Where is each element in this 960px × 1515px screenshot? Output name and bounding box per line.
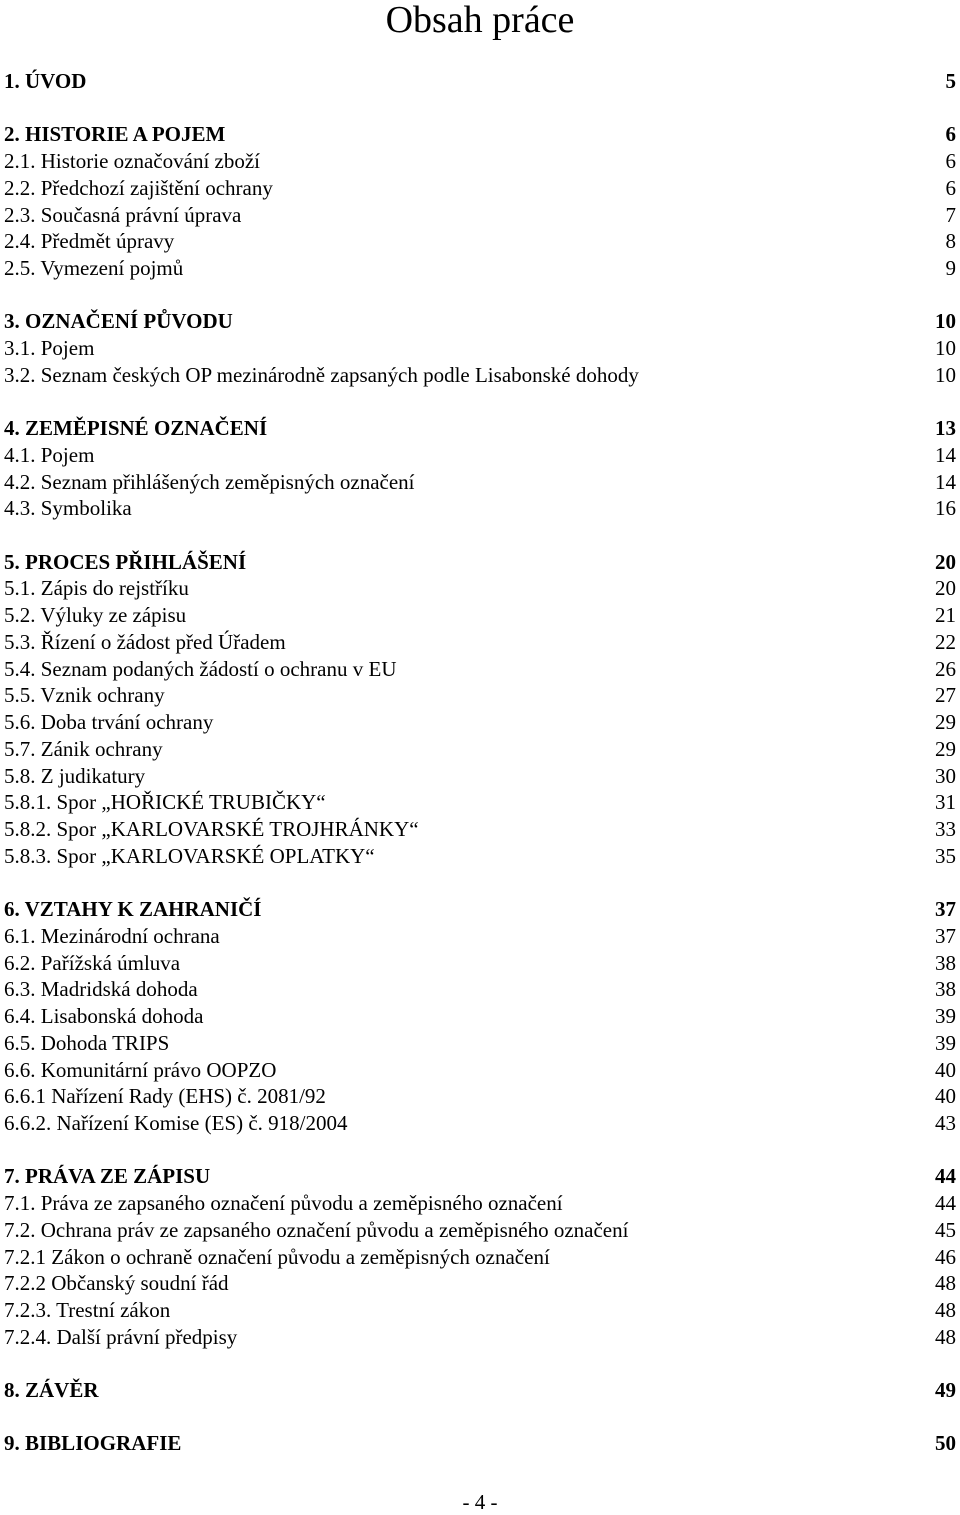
- toc-chapter: [4, 1163, 956, 1190]
- toc-entry-title: 5.8. Z judikatury: [4, 763, 146, 788]
- toc-entry: [4, 923, 956, 950]
- toc-entry-title: 5.7. Zánik ochrany: [4, 736, 163, 761]
- toc-page-number: 38: [935, 950, 956, 975]
- toc-entry-title: 4.3. Symbolika: [4, 496, 132, 521]
- toc-page-number: 44: [935, 1164, 956, 1189]
- toc-chapter: [4, 1377, 956, 1404]
- toc-page-number: 22: [935, 629, 956, 654]
- toc-entry-title: 4.1. Pojem: [4, 442, 95, 467]
- toc-entry-title: 5.4. Seznam podaných žádostí o ochranu v EU: [4, 656, 397, 681]
- toc-entry-title: 7.1. Práva ze zapsaného označení původu a zeměpisného označení: [4, 1191, 563, 1215]
- toc-entry-title: 6.4. Lisabonská dohoda: [4, 1004, 204, 1028]
- toc-entry-title: 5.2. Výluky ze zápisu: [4, 603, 187, 627]
- toc-entry: [4, 709, 956, 736]
- toc-entry-title: 2.2. Předchozí zajištění ochrany: [4, 175, 273, 200]
- toc-entry-title: 5.8.1. Spor „HOŘICKÉ TRUBIČKY“: [4, 790, 326, 815]
- toc-group: [4, 121, 956, 282]
- toc-entry: [4, 1297, 956, 1324]
- toc-page-number: 39: [935, 1030, 956, 1055]
- toc-chapter: [4, 121, 956, 148]
- toc-entry-title: 6.3. Madridská dohoda: [4, 977, 198, 1002]
- toc-group: [4, 415, 956, 522]
- toc-page-number: 10: [935, 309, 956, 334]
- toc-page-number: 20: [935, 549, 956, 574]
- toc-page-number: 37: [935, 923, 956, 948]
- toc-chapter: [4, 549, 956, 576]
- toc-page-number: 40: [935, 1084, 956, 1109]
- toc-entry-title: 3.1. Pojem: [4, 336, 95, 360]
- toc-entry-title: 6.2. Pařížská úmluva: [4, 950, 181, 975]
- toc-group: [4, 1377, 956, 1404]
- toc-entry-title: 5.8.2. Spor „KARLOVARSKÉ TROJHRÁNKY“: [4, 817, 419, 841]
- toc-page-number: 6: [945, 122, 956, 147]
- toc-entry: [4, 1057, 956, 1084]
- toc-page-number: 14: [935, 442, 956, 467]
- toc-page-number: 21: [935, 603, 956, 627]
- toc-entry: [4, 469, 956, 496]
- toc-entry-title: 2.5. Vymezení pojmů: [4, 256, 184, 280]
- toc-chapter-title: 8. ZÁVĚR: [4, 1378, 99, 1402]
- toc-entry-title: 5.6. Doba trvání ochrany: [4, 710, 214, 734]
- toc-page-number: 16: [935, 496, 956, 521]
- toc-page-number: 45: [935, 1217, 956, 1242]
- toc-page-number: 10: [935, 336, 956, 360]
- toc-entry: [4, 1030, 956, 1057]
- toc-entry-title: 6.5. Dohoda TRIPS: [4, 1030, 170, 1055]
- toc-page-number: 10: [935, 362, 956, 387]
- toc-page-number: 37: [935, 897, 956, 921]
- toc-page-number: 14: [935, 469, 956, 494]
- toc-page-number: 5: [945, 69, 956, 93]
- toc-entry: [4, 202, 956, 229]
- toc-page-number: 33: [935, 817, 956, 841]
- toc-group: [4, 549, 956, 870]
- toc-entry-title: 7.2.2 Občanský soudní řád: [4, 1271, 229, 1296]
- toc-entry-title: 5.3. Řízení o žádost před Úřadem: [4, 629, 286, 654]
- toc-entry: [4, 442, 956, 469]
- toc-chapter-title: 6. VZTAHY K ZAHRANIČÍ: [4, 897, 262, 921]
- toc-chapter: [4, 415, 956, 442]
- toc-page-number: 20: [935, 576, 956, 601]
- toc-page-number: 30: [935, 763, 956, 788]
- toc-entry: [4, 1270, 956, 1297]
- toc-entry: [4, 1324, 956, 1351]
- toc-entry-title: 5.1. Zápis do rejstříku: [4, 576, 189, 601]
- toc-chapter-title: 5. PROCES PŘIHLÁŠENÍ: [4, 549, 247, 574]
- toc-page-number: 49: [935, 1378, 956, 1402]
- toc-entry: [4, 1110, 956, 1137]
- toc-page-number: 35: [935, 843, 956, 868]
- toc-page-number: 6: [945, 149, 956, 173]
- toc-page-number: 40: [935, 1057, 956, 1082]
- toc-chapter-title: 7. PRÁVA ZE ZÁPISU: [4, 1164, 211, 1189]
- toc-page-number: 44: [935, 1191, 956, 1215]
- toc-chapter-title: 3. OZNAČENÍ PŮVODU: [4, 309, 233, 334]
- toc-group: [4, 68, 956, 95]
- toc-page-number: 48: [935, 1324, 956, 1349]
- toc-entry: [4, 950, 956, 977]
- toc-chapter: [4, 68, 956, 95]
- toc-page-number: 50: [935, 1431, 956, 1456]
- toc-entry: [4, 816, 956, 843]
- toc-entry: [4, 843, 956, 870]
- toc-chapter-title: 1. ÚVOD: [4, 69, 87, 93]
- toc-entry: [4, 789, 956, 816]
- toc-entry-title: 2.1. Historie označování zboží: [4, 149, 260, 173]
- toc-entry: [4, 629, 956, 656]
- toc-entry-title: 5.8.3. Spor „KARLOVARSKÉ OPLATKY“: [4, 843, 375, 868]
- toc-entry: [4, 1190, 956, 1217]
- toc-entry: [4, 763, 956, 790]
- toc-entry: [4, 1083, 956, 1110]
- toc-entry: [4, 736, 956, 763]
- toc-entry: [4, 148, 956, 175]
- toc-entry-title: 3.2. Seznam českých OP mezinárodně zapsaných podle Lisabonské dohody: [4, 362, 639, 387]
- toc-entry: [4, 335, 956, 362]
- toc-entry: [4, 362, 956, 389]
- toc-page-number: 48: [935, 1298, 956, 1322]
- toc-entry-title: 7.2. Ochrana práv ze zapsaného označení původu a zeměpisného označení: [4, 1217, 629, 1242]
- toc-entry-title: 6.6.2. Nařízení Komise (ES) č. 918/2004: [4, 1111, 348, 1135]
- toc-page-number: 29: [935, 736, 956, 761]
- toc-page-number: 8: [945, 229, 956, 254]
- toc-entry: [4, 1244, 956, 1271]
- toc-group: [4, 308, 956, 388]
- toc-chapter: [4, 896, 956, 923]
- page-title: Obsah práce: [385, 0, 575, 41]
- toc-chapter-title: 2. HISTORIE A POJEM: [4, 122, 226, 147]
- toc-entry-title: 7.2.4. Další právní předpisy: [4, 1324, 238, 1349]
- page-number: - 4 -: [462, 1490, 498, 1514]
- toc-entry: [4, 682, 956, 709]
- toc-page-number: 6: [945, 175, 956, 200]
- toc-entry: [4, 1003, 956, 1030]
- toc-chapter-title: 9. BIBLIOGRAFIE: [4, 1431, 182, 1456]
- table-of-contents: [4, 68, 956, 1484]
- toc-entry-title: 7.2.1 Zákon o ochraně označení původu a zeměpisných označení: [4, 1244, 550, 1269]
- toc-group: [4, 1163, 956, 1350]
- toc-entry-title: 2.3. Současná právní úprava: [4, 202, 242, 227]
- toc-chapter: [4, 1430, 956, 1457]
- toc-group: [4, 896, 956, 1137]
- toc-entry-title: 6.1. Mezinárodní ochrana: [4, 923, 220, 948]
- toc-page-number: 27: [935, 683, 956, 708]
- toc-entry: [4, 255, 956, 282]
- toc-entry: [4, 1217, 956, 1244]
- toc-entry-title: 6.6.1 Nařízení Rady (EHS) č. 2081/92: [4, 1084, 326, 1109]
- toc-page-number: 7: [945, 202, 956, 227]
- toc-page-number: 13: [935, 416, 956, 440]
- toc-chapter: [4, 308, 956, 335]
- toc-page-number: 9: [945, 256, 956, 280]
- toc-page-number: 26: [935, 656, 956, 681]
- toc-entry: [4, 228, 956, 255]
- toc-entry: [4, 602, 956, 629]
- toc-entry: [4, 175, 956, 202]
- toc-page-number: 31: [935, 790, 956, 815]
- toc-entry-title: 5.5. Vznik ochrany: [4, 683, 165, 708]
- toc-entry-title: 6.6. Komunitární právo OOPZO: [4, 1057, 277, 1082]
- toc-page-number: 46: [935, 1244, 956, 1269]
- toc-page-number: 29: [935, 710, 956, 734]
- toc-entry-title: 2.4. Předmět úpravy: [4, 229, 175, 254]
- toc-page-number: 48: [935, 1271, 956, 1296]
- toc-entry: [4, 495, 956, 522]
- toc-entry: [4, 575, 956, 602]
- toc-page-number: 43: [935, 1111, 956, 1135]
- toc-group: [4, 1430, 956, 1457]
- toc-entry: [4, 976, 956, 1003]
- toc-page-number: 39: [935, 1004, 956, 1028]
- toc-page-number: 38: [935, 977, 956, 1002]
- toc-entry-title: 7.2.3. Trestní zákon: [4, 1298, 171, 1322]
- toc-entry: [4, 656, 956, 683]
- toc-entry-title: 4.2. Seznam přihlášených zeměpisných označení: [4, 469, 415, 494]
- toc-chapter-title: 4. ZEMĚPISNÉ OZNAČENÍ: [4, 416, 268, 440]
